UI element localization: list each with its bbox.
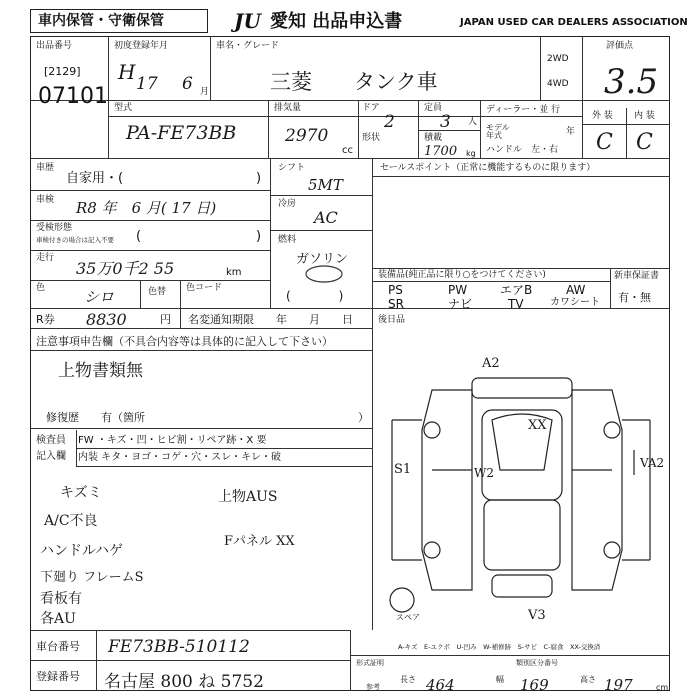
divider — [210, 36, 211, 100]
recycle-value: 8830 — [86, 310, 127, 329]
divider — [140, 280, 141, 308]
model-year-label: モデル年式 — [486, 123, 510, 140]
length-value: 464 — [426, 676, 455, 694]
divider — [30, 428, 372, 429]
plate-number: 名古屋 800 ね 5752 — [104, 672, 264, 692]
divider — [30, 630, 350, 631]
divider — [76, 466, 372, 467]
divider — [30, 308, 670, 309]
divider — [30, 190, 270, 191]
shift-value: 5MT — [308, 176, 343, 194]
divider — [480, 100, 481, 158]
shape-label: 形状 — [362, 133, 381, 143]
mileage-value: 35万0千2 55 — [76, 259, 175, 278]
divider — [108, 116, 582, 117]
name-change-label: 名変通知期限 — [188, 313, 254, 326]
divider — [350, 630, 351, 691]
equip-pw: PW — [448, 283, 468, 297]
recycle-label: R券 — [36, 313, 55, 326]
divider — [30, 350, 372, 351]
new-car-label: 新車保証書 — [614, 271, 660, 281]
divider — [372, 268, 670, 269]
ac-value: AC — [314, 208, 338, 227]
type-label: 型式 — [114, 103, 133, 113]
lot-label: 出品番号 — [36, 41, 73, 51]
inspector-note-5: 看板有 — [40, 591, 82, 607]
divider — [350, 655, 670, 656]
displacement-value: 2970 — [285, 126, 329, 146]
lot-bracket: [2129] — [44, 65, 81, 78]
color-value: シロ — [84, 288, 115, 306]
dealer-label: ディーラー・並 行 — [486, 105, 561, 115]
divider — [372, 176, 670, 177]
name-change-date: 年 月 日 — [276, 313, 353, 326]
divider — [268, 100, 269, 158]
divider — [610, 268, 611, 308]
spare-label: スペア — [396, 613, 420, 622]
equip-airbag: エアB — [500, 283, 533, 297]
usage-value: 自家用・( — [66, 171, 124, 186]
capacity-label: 定員 — [424, 103, 443, 113]
divider — [270, 158, 271, 308]
divider — [30, 660, 350, 661]
sales-point-label: セールスポイント（正常に機能するものに限ります） — [380, 163, 596, 173]
first-reg-era: H — [118, 60, 136, 84]
cc-unit: cc — [342, 145, 353, 156]
equipment-label: 装備品(純正品に限り○をつけてください) — [378, 270, 546, 280]
divider — [540, 36, 541, 100]
drive-4wd: 4WD — [547, 79, 569, 89]
load-label: 積載 — [424, 133, 443, 143]
lot-number: 07101 — [38, 84, 108, 109]
person-unit: 人 — [468, 117, 478, 127]
color-label: 色 — [36, 283, 46, 293]
plate-label: 登録番号 — [36, 670, 80, 683]
km-unit: km — [226, 267, 242, 278]
drive-2wd: 2WD — [547, 54, 569, 64]
reception-close: ) — [256, 229, 262, 244]
usage-close: ) — [256, 171, 262, 186]
mileage-label: 走行 — [36, 253, 55, 263]
fuel-paren: ( ) — [286, 289, 344, 303]
reception-paren: ( — [136, 229, 142, 244]
damage-legend: A-キズ E-ユクボ U-凹み W-補修跡 S-サビ C-腐食 XX-交換済 — [398, 643, 601, 651]
equip-tv: TV — [508, 297, 524, 311]
equip-sr: SR — [388, 297, 404, 311]
equip-aw: AW — [566, 283, 586, 297]
reception-sub: 車検付きの場合は記入不要 — [36, 236, 114, 244]
inspector-note-3: ハンドルハゲ — [40, 543, 124, 559]
width-value: 169 — [520, 676, 549, 694]
form-title: 愛知 出品申込書 — [270, 11, 403, 32]
fuel-value: ガソリン — [296, 252, 349, 267]
length-label: 長さ — [400, 675, 416, 684]
chassis-number: FE73BB-510112 — [108, 637, 250, 657]
inspector-exterior: FW ・キズ・凹・ヒビ割・リペア跡・X 要 — [78, 435, 267, 446]
divider — [96, 630, 97, 691]
divider — [108, 36, 109, 158]
divider — [180, 308, 181, 328]
shift-label: シフト — [278, 163, 306, 173]
inspector-note-2: A/C不良 — [44, 513, 98, 529]
divider — [30, 250, 270, 251]
inspector-note-right-1: 上物AUS — [218, 489, 278, 505]
divider — [76, 430, 77, 466]
mark-xx: XX — [528, 418, 547, 433]
color-change-label: 色替 — [148, 287, 167, 297]
month-unit: 月 — [200, 87, 210, 97]
inspector-label-1: 検査員 — [36, 435, 66, 446]
inspector-note-6: 各AU — [40, 611, 76, 627]
inspector-note-right-2: Fパネル XX — [224, 534, 295, 549]
doc-ref-label: 参考 — [366, 683, 380, 691]
ju-logo: JU — [234, 9, 261, 33]
mark-va2: VA2 — [640, 456, 665, 470]
usage-label: 車歴 — [36, 163, 55, 173]
fuel-label: 燃料 — [278, 235, 297, 245]
divider — [372, 158, 373, 308]
inspector-note-4: 下廻り フレームS — [40, 570, 144, 585]
new-car-value: 有・無 — [618, 291, 651, 304]
mark-v3: V3 — [528, 608, 546, 623]
divider — [270, 195, 372, 196]
chassis-label: 車台番号 — [36, 640, 80, 653]
doors-value: 2 — [384, 112, 395, 132]
equip-leather: カワシート — [550, 297, 600, 308]
mark-s1: S1 — [394, 462, 412, 477]
divider — [582, 36, 583, 158]
divider — [30, 220, 270, 221]
ac-label: 冷房 — [278, 199, 297, 209]
car-damage-diagram — [372, 350, 670, 630]
year-unit: 年 — [566, 127, 576, 137]
size-class-label: 類別区分番号 — [516, 659, 558, 667]
fuel-oval — [304, 262, 344, 286]
divider — [418, 100, 419, 158]
divider — [626, 108, 627, 158]
car-name: 三菱 タンク車 — [270, 70, 438, 94]
carname-label: 車名・グレード — [216, 41, 280, 51]
divider — [76, 448, 372, 449]
doors-label: ドア — [362, 103, 380, 113]
equip-navi: ナビ — [448, 297, 473, 311]
notes-line1: 上物書類無 — [58, 361, 143, 381]
equip-ps: PS — [388, 283, 403, 297]
inspection-label: 車検 — [36, 195, 55, 205]
exterior-grade: C — [596, 130, 613, 155]
recycle-yen: 円 — [160, 313, 171, 326]
inspector-label-2: 記入欄 — [36, 451, 66, 462]
height-value: 197 — [604, 676, 633, 694]
association-name: JAPAN USED CAR DEALERS ASSOCIATION — [460, 17, 688, 28]
first-reg-label: 初度登録年月 — [114, 41, 169, 51]
header-left-title: 車内保管・守衛保管 — [38, 13, 164, 29]
kg-unit: kg — [466, 149, 476, 158]
repair-label: 修復歴 有（箇所 — [46, 411, 145, 424]
mark-a2: A2 — [482, 356, 500, 371]
displacement-label: 排気量 — [274, 103, 302, 113]
handle-label: ハンドル 左・右 — [486, 145, 559, 155]
mark-w2: W2 — [474, 466, 494, 480]
reception-label: 受検形態 — [36, 223, 73, 233]
divider — [358, 100, 359, 158]
width-label: 幅 — [496, 675, 504, 684]
first-reg-year: 17 — [136, 74, 158, 94]
evaluation-score: 3.5 — [604, 62, 659, 102]
color-code-label: 色コード — [186, 283, 223, 293]
interior-label: 内 装 — [634, 111, 655, 121]
inspection-value: R8 年 6 月( 17 日) — [76, 199, 217, 217]
score-label: 評価点 — [606, 41, 634, 51]
divider — [30, 100, 670, 101]
first-reg-month: 6 — [182, 74, 193, 94]
capacity-value: 3 — [440, 112, 451, 132]
divider — [372, 281, 610, 282]
notes-label: 注意事項申告欄（不具合内容等は具体的に記入して下さい） — [36, 335, 333, 348]
doc-cert-label: 形式証明 — [356, 659, 384, 667]
height-label: 高さ — [580, 675, 596, 684]
remarks-label: 後日品 — [378, 315, 406, 325]
type-value: PA-FE73BB — [126, 122, 237, 144]
divider — [270, 230, 372, 231]
divider — [180, 280, 181, 308]
load-value: 1700 — [424, 144, 458, 159]
cm-unit: cm — [656, 683, 669, 692]
exterior-label: 外 装 — [592, 111, 613, 121]
divider — [30, 328, 372, 329]
divider — [30, 158, 670, 159]
inspector-interior: 内装 キタ・ヨゴ・コゲ・穴・スレ・キレ・破 — [78, 452, 281, 463]
interior-grade: C — [636, 130, 653, 155]
inspector-note-1: キズミ — [60, 485, 102, 501]
repair-close: ） — [358, 411, 369, 424]
divider — [30, 280, 270, 281]
